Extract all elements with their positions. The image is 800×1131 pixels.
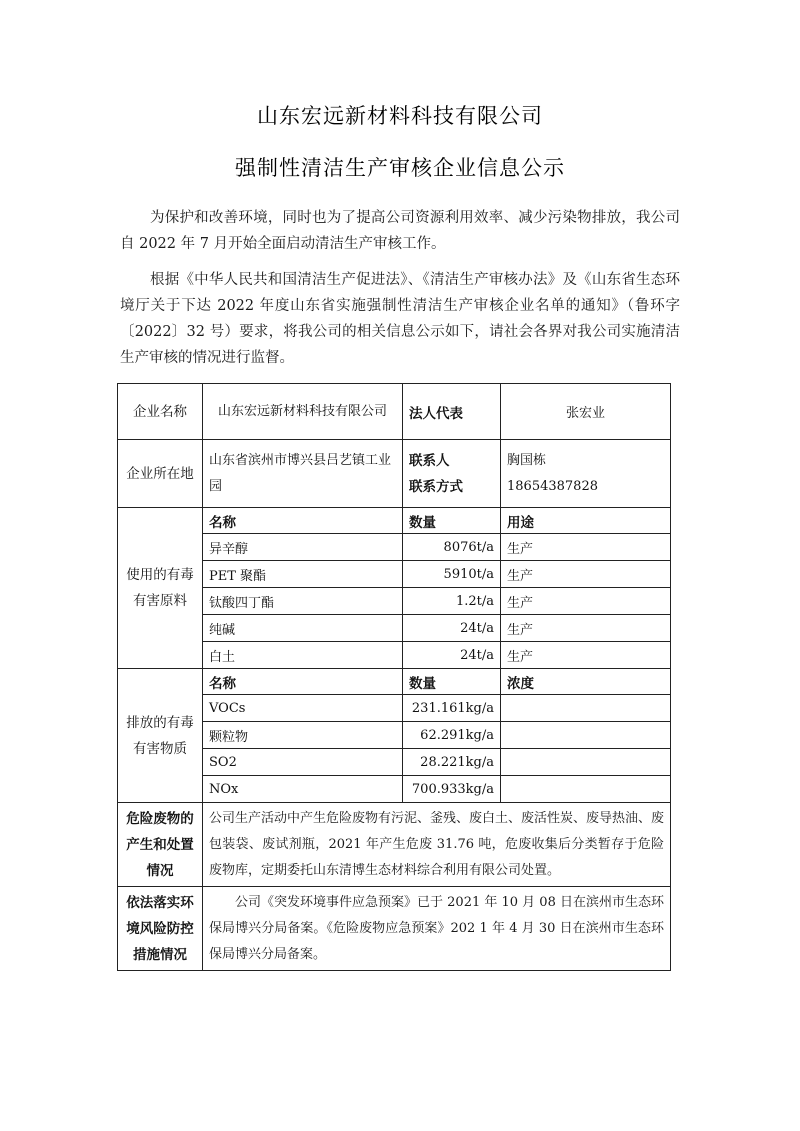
materials-header-row [118,508,671,534]
material-qty: 5910t/a [403,561,501,588]
emissions-header-conc: 浓度 [501,669,671,695]
emission-name: SO2 [203,749,403,776]
contact-values [501,440,671,508]
emission-conc [501,722,671,749]
company-name-value: 山东宏远新材料科技有限公司 [203,384,403,440]
material-qty: 1.2t/a [403,588,501,615]
material-name: 钛酸四丁酯 [203,588,403,615]
material-qty: 8076t/a [403,534,501,561]
emission-qty: 62.291kg/a [403,722,501,749]
risk-control-text [203,887,671,971]
material-name: PET 聚酯 [203,561,403,588]
company-name-row [118,384,671,440]
risk-control-label: 依法落实环境风险防控措施情况 [118,887,203,971]
materials-header-qty: 数量 [403,508,501,534]
company-name-label: 企业名称 [118,384,203,440]
risk-control-paragraph: 公司《突发环境事件应急预案》已于 2021 年 10 月 08 日在滨州市生态环保局博兴分局备案。《危险废物应急预案》202 1 年 4 月 30 日在滨州市生态环保局博兴分局备案。 [209,894,664,962]
hazardous-waste-row [118,803,671,887]
location-row [118,440,671,508]
materials-header-use: 用途 [501,508,671,534]
contact-phone-label: 联系方式 [409,478,463,495]
emission-conc [501,776,671,803]
emission-qty: 700.933kg/a [403,776,501,803]
material-name: 异辛醇 [203,534,403,561]
info-table [117,383,671,971]
document-subtitle: 强制性清洁生产审核企业信息公示 [235,156,565,180]
basis-paragraph: 根据《中华人民共和国清洁生产促进法》、《清洁生产审核办法》及《山东省生态环境厅关于下达 2022 年度山东省实施强制性清洁生产审核企业名单的通知》（鲁环字〔2022〕32 号）要求，将我公司的相关信息公示如下，请社会各界对我公司实施清洁生产审核的情况进行监督。 [120,272,680,366]
emission-name: NOx [203,776,403,803]
contact-person-label: 联系人 [409,452,450,469]
hazardous-waste-label: 危险废物的产生和处置情况 [118,803,203,887]
risk-control-row [118,887,671,971]
emissions-header-qty: 数量 [403,669,501,695]
contact-person-value: 胸国栋 [507,452,547,468]
emissions-label: 排放的有毒有害物质 [118,669,203,803]
emission-conc [501,695,671,722]
emission-name: 颗粒物 [203,722,403,749]
emission-name: VOCs [203,695,403,722]
material-use: 生产 [501,588,671,615]
legal-rep-label: 法人代表 [403,384,501,440]
material-use: 生产 [501,642,671,669]
emissions-header-name: 名称 [203,669,403,695]
legal-rep-value: 张宏业 [501,384,671,440]
material-use: 生产 [501,534,671,561]
material-use: 生产 [501,561,671,588]
material-qty: 24t/a [403,642,501,669]
emission-qty: 231.161kg/a [403,695,501,722]
contact-phone-value: 18654387828 [507,478,598,494]
company-title: 山东宏远新材料科技有限公司 [257,104,543,128]
material-name: 纯碱 [203,615,403,642]
materials-header-name: 名称 [203,508,403,534]
contact-labels [403,440,501,508]
emission-conc [501,749,671,776]
intro-paragraph: 为保护和改善环境，同时也为了提高公司资源利用效率、减少污染物排放，我公司自 2022 年 7 月开始全面启动清洁生产审核工作。 [120,210,680,252]
emissions-header-row [118,669,671,695]
hazardous-waste-text: 公司生产活动中产生危险废物有污泥、釜残、废白土、废活性炭、废导热油、废包装袋、废试剂瓶，2021 年产生危废 31.76 吨，危废收集后分类暂存于危险废物库，定期委托山东清博生态材料综合利用有限公司处置。 [203,803,671,887]
location-value: 山东省滨州市博兴县吕艺镇工业园 [203,440,403,508]
materials-label: 使用的有毒有害原料 [118,508,203,669]
emission-qty: 28.221kg/a [403,749,501,776]
location-label: 企业所在地 [118,440,203,508]
material-qty: 24t/a [403,615,501,642]
material-use: 生产 [501,615,671,642]
material-name: 白土 [203,642,403,669]
